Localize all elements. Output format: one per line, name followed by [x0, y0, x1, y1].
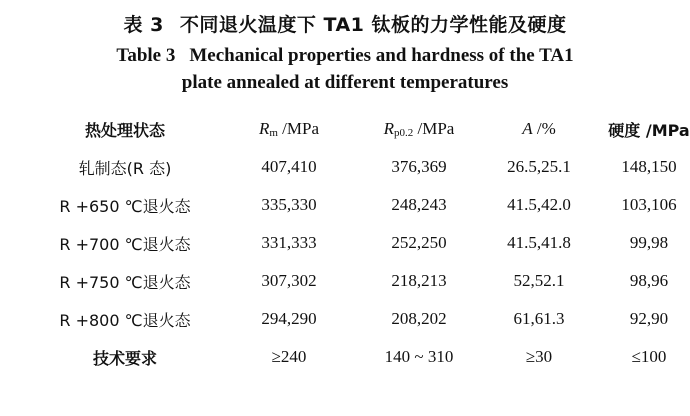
table-row	[22, 186, 690, 224]
cell-elongation: 26.5,25.1	[507, 157, 571, 176]
cell-state: R +700 ℃退火态	[59, 234, 191, 254]
cell-rp: 252,250	[391, 233, 447, 252]
cell-state: 轧制态(R 态)	[78, 158, 172, 178]
cell-hardness: 148,150	[621, 157, 677, 176]
cell-elongation: 41.5,41.8	[507, 233, 571, 252]
cell-state: R +800 ℃退火态	[59, 310, 191, 330]
cell-hardness: ≤100	[631, 347, 667, 366]
table-row-requirement	[22, 338, 690, 376]
table-caption	[22, 0, 668, 96]
caption-chinese	[22, 10, 668, 40]
table-row	[22, 148, 690, 186]
cell-rp: 208,202	[391, 309, 447, 328]
cell-rm: 335,330	[261, 195, 317, 214]
cell-hardness: 99,98	[629, 233, 669, 252]
table-header	[22, 110, 690, 148]
caption-english-label: Table 3	[116, 45, 176, 66]
subscript-rm: m	[269, 127, 278, 139]
unit-rp: /MPa	[413, 119, 455, 138]
cell-rm: 307,302	[261, 271, 317, 290]
table-row	[22, 224, 690, 262]
cell-state: R +750 ℃退火态	[59, 272, 191, 292]
cell-hardness: 92,90	[629, 309, 669, 328]
caption-english-line2: plate annealed at different temperatures	[181, 72, 509, 93]
header-cell-rm	[228, 110, 350, 148]
unit-a: /%	[532, 119, 556, 138]
header-row	[22, 110, 690, 148]
header-cell-hardness: 硬度 /MPa	[608, 120, 690, 140]
table-row	[22, 262, 690, 300]
cell-elongation: 61,61.3	[513, 309, 565, 328]
header-cell-elongation	[488, 110, 590, 148]
cell-rm: 407,410	[261, 157, 317, 176]
caption-english-text: Mechanical properties and hardness of the TA1	[189, 45, 574, 66]
unit-rm: /MPa	[277, 119, 320, 138]
caption-english-line1	[22, 42, 668, 69]
cell-rp: 248,243	[391, 195, 447, 214]
header-cell-state: 热处理状态	[84, 120, 165, 140]
symbol-a: A	[522, 119, 533, 138]
cell-elongation: 52,52.1	[513, 271, 565, 290]
table-body	[22, 148, 690, 376]
cell-rm: ≥240	[271, 347, 307, 366]
cell-hardness: 98,96	[629, 271, 669, 290]
cell-rm: 331,333	[261, 233, 317, 252]
subscript-rp: p0.2	[394, 127, 414, 139]
cell-rp: 140 ~ 310	[384, 347, 454, 366]
header-cell-rp	[350, 110, 488, 148]
cell-rp: 376,369	[391, 157, 447, 176]
cell-state: 技术要求	[92, 348, 157, 368]
symbol-rp: R	[383, 119, 395, 138]
cell-rp: 218,213	[391, 271, 447, 290]
cell-elongation: 41.5,42.0	[507, 195, 571, 214]
table-row	[22, 300, 690, 338]
caption-chinese-label: 表 3	[123, 14, 164, 36]
properties-table	[22, 110, 690, 376]
cell-state: R +650 ℃退火态	[59, 196, 191, 216]
symbol-rm: R	[258, 119, 270, 138]
cell-hardness: 103,106	[621, 195, 677, 214]
cell-rm: 294,290	[261, 309, 317, 328]
caption-chinese-title: 不同退火温度下 TA1 钛板的力学性能及硬度	[179, 14, 567, 36]
cell-elongation: ≥30	[525, 347, 553, 366]
